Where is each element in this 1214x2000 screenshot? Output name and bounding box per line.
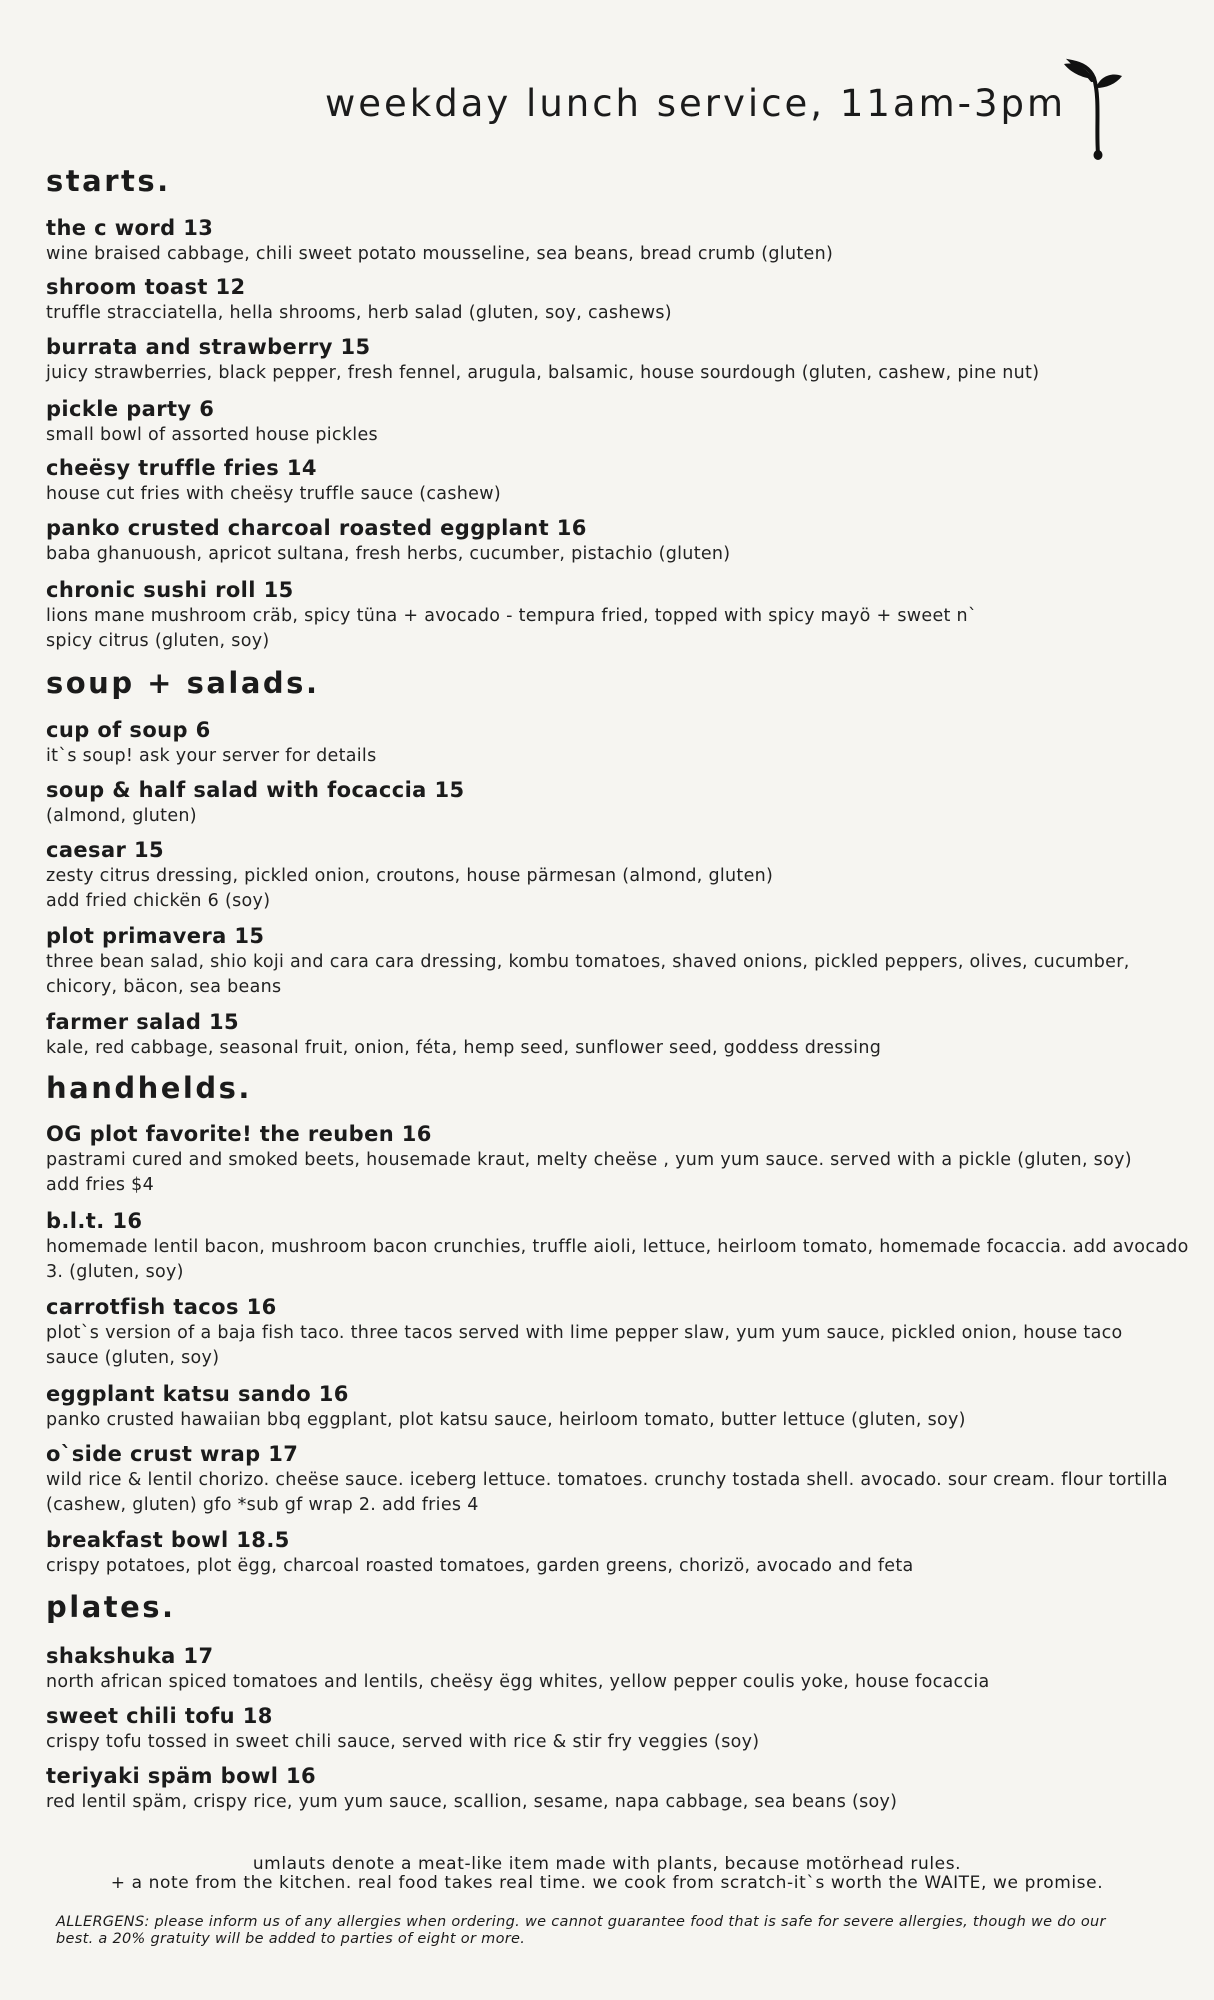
menu-item [46,1207,1196,1285]
umlaut-note: umlauts denote a meat-like item made with plants, because motörhead rules. [252,1854,962,1874]
menu-item [46,454,1176,507]
item-description: lions mane mushroom cräb, spicy tüna + avocado - tempura fried, topped with spicy mayö + sweet n` spicy citrus (gluten, soy) [46,606,977,651]
item-name: teriyaki späm bowl 16 [46,1764,317,1788]
item-description: plot`s version of a baja fish taco. three tacos served with lime pepper slaw, yum yum sauce, pickled onion, house taco sauce (gluten, soy) [46,1323,1123,1368]
item-name: the c word 13 [46,216,214,240]
menu-item [46,1526,1176,1579]
item-name: soup & half salad with focaccia 15 [46,778,465,802]
item-name: sweet chili tofu 18 [46,1704,273,1728]
section-heading-soup-salads: soup + salads. [46,666,320,700]
section-heading-starts: starts. [46,164,171,198]
item-description: (almond, gluten) [46,806,197,826]
item-name: OG plot favorite! the reuben 16 [46,1122,432,1146]
item-description: truffle stracciatella, hella shrooms, herb salad (gluten, soy, cashews) [46,303,672,323]
menu-item [46,1120,1156,1198]
menu-item [46,576,996,654]
menu-header [0,58,1214,168]
item-description: house cut fries with cheësy truffle sauce (cashew) [46,484,501,504]
item-name: carrotfish tacos 16 [46,1295,277,1319]
menu-item [46,273,1176,326]
menu-item [46,1702,1176,1755]
menu-item [46,1762,1176,1815]
menu-item [46,214,1176,267]
item-name: burrata and strawberry 15 [46,335,371,359]
item-name: pickle party 6 [46,397,215,421]
menu-item [46,922,1156,1000]
item-name: caesar 15 [46,838,165,862]
item-description: pastrami cured and smoked beets, housemade kraut, melty cheëse , yum yum sauce. served with a pickle (gluten, soy) add fries $4 [46,1150,1132,1195]
item-name: shakshuka 17 [46,1644,214,1668]
item-name: o`side crust wrap 17 [46,1442,299,1466]
item-description: homemade lentil bacon, mushroom bacon crunchies, truffle aioli, lettuce, heirloom tomato, homemade focaccia. add avocado 3. (gluten, soy) [46,1237,1189,1282]
menu-item [46,1440,1196,1518]
item-description: north african spiced tomatoes and lentils, cheësy ëgg whites, yellow pepper coulis yoke, house focaccia [46,1672,990,1692]
item-description: wine braised cabbage, chili sweet potato mousseline, sea beans, bread crumb (gluten) [46,244,834,264]
item-name: farmer salad 15 [46,1010,240,1034]
menu-item [46,836,1176,914]
allergens-note: ALLERGENS: please inform us of any allergies when ordering. we cannot guarantee food that is safe for severe allergies, though we do our best. a 20% gratuity will be added to parties of eight or more. [56,1914,1106,1947]
item-addon: add fried chickën 6 (soy) [46,891,271,911]
menu-item [46,1380,1176,1433]
kitchen-note: + a note from the kitchen. real food takes real time. we cook from scratch-it`s worth the WAITE, we promise. [110,1873,1104,1893]
section-heading-plates: plates. [46,1590,176,1624]
page-title: weekday lunch service, 11am-3pm [325,82,1067,125]
item-name: b.l.t. 16 [46,1209,143,1233]
menu-item [46,333,1176,386]
item-name: chronic sushi roll 15 [46,578,294,602]
item-description: panko crusted hawaiian bbq eggplant, plot katsu sauce, heirloom tomato, butter lettuce (gluten, soy) [46,1410,966,1430]
item-description: juicy strawberries, black pepper, fresh fennel, arugula, balsamic, house sourdough (gluten, cashew, pine nut) [46,363,1040,383]
menu-item [46,776,1176,829]
item-description: crispy potatoes, plot ëgg, charcoal roasted tomatoes, garden greens, chorizö, avocado and feta [46,1556,914,1576]
item-name: cheësy truffle fries 14 [46,456,317,480]
item-name: plot primavera 15 [46,924,265,948]
item-description: crispy tofu tossed in sweet chili sauce, served with rice & stir fry veggies (soy) [46,1732,760,1752]
item-name: panko crusted charcoal roasted eggplant 16 [46,516,587,540]
item-name: breakfast bowl 18.5 [46,1528,290,1552]
item-description: baba ghanuoush, apricot sultana, fresh herbs, cucumber, pistachio (gluten) [46,544,731,564]
item-description: three bean salad, shio koji and cara cara dressing, kombu tomatoes, shaved onions, pickled peppers, olives, cucumber, chicory, bäcon, sea beans [46,952,1130,997]
sprout-icon [1060,58,1124,162]
item-name: cup of soup 6 [46,718,211,742]
section-heading-handhelds: handhelds. [46,1071,252,1105]
menu-item [46,1642,1176,1695]
item-description: wild rice & lentil chorizo. cheëse sauce. iceberg lettuce. tomatoes. crunchy tostada shell. avocado. sour cream. flour tortilla (cashew, gluten) gfo *sub gf wrap 2. add fries 4 [46,1470,1168,1515]
item-description: it`s soup! ask your server for details [46,746,377,766]
menu-item [46,514,1176,567]
item-name: shroom toast 12 [46,275,246,299]
item-name: eggplant katsu sando 16 [46,1382,349,1406]
menu-item [46,395,1176,448]
menu-item [46,1293,1156,1371]
menu-item [46,716,1176,769]
item-description: small bowl of assorted house pickles [46,425,378,445]
menu-item [46,1008,1176,1061]
item-description: red lentil späm, crispy rice, yum yum sauce, scallion, sesame, napa cabbage, sea beans (soy) [46,1792,898,1812]
item-description: zesty citrus dressing, pickled onion, croutons, house pärmesan (almond, gluten) [46,866,774,886]
item-description: kale, red cabbage, seasonal fruit, onion, féta, hemp seed, sunflower seed, goddess dressing [46,1038,882,1058]
